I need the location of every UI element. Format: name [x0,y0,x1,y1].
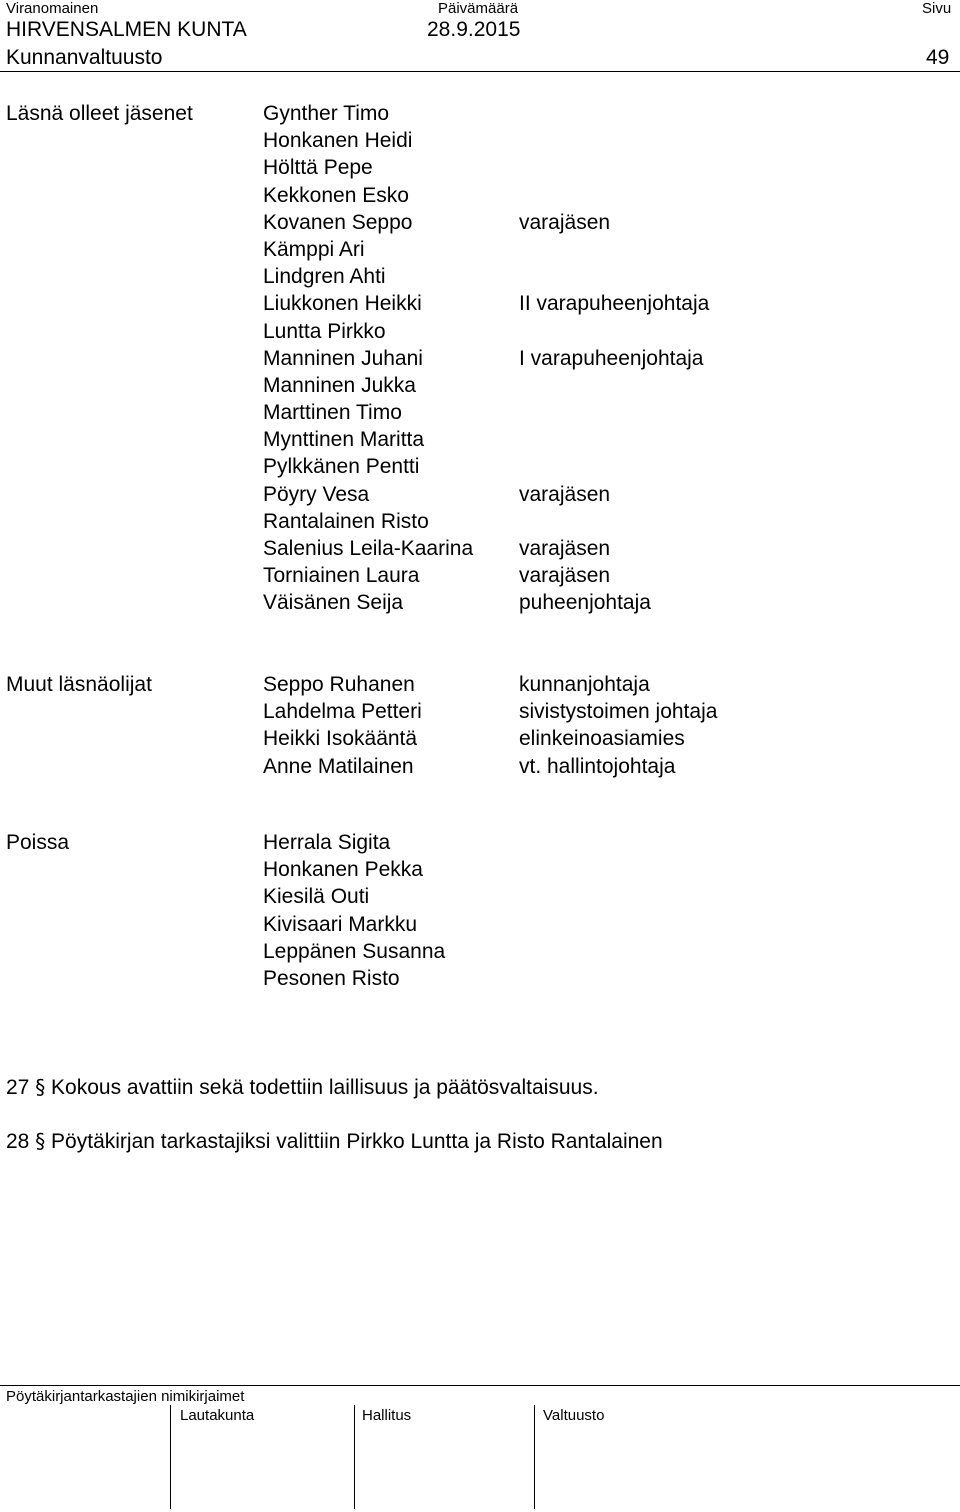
absent-name: Kivisaari Markku [263,912,418,936]
page-number: 49 [926,46,950,69]
member-name: Luntta Pirkko [263,319,386,343]
member-role [519,399,709,426]
member-name: Hölttä Pepe [263,156,373,180]
item-number: 27 [6,1076,30,1099]
member-role [519,372,709,399]
section-sign-icon: § [35,1075,46,1099]
footer-divider [0,1385,960,1386]
column-divider [354,1405,355,1509]
attendee-name: Heikki Isokääntä [263,727,418,751]
item-text: Pöytäkirjan tarkastajiksi valittiin Pirkko Luntta ja Risto Rantalainen [51,1130,663,1153]
signatures-label: Pöytäkirjantarkastajien nimikirjaimet [6,1388,245,1405]
member-role: varajäsen [519,564,611,588]
member-role [519,100,709,127]
absent-name: Pesonen Risto [263,966,400,990]
member-name: Kämppi Ari [263,237,365,261]
member-role: I varapuheenjohtaja [519,346,704,370]
signature-column-board: Lautakunta [180,1407,255,1424]
member-name: Torniainen Laura [263,564,420,588]
meeting-date: 28.9.2015 [427,18,521,41]
member-name: Lindgren Ahti [263,265,386,289]
header-page-label: Sivu [922,0,952,17]
body-name: Kunnanvaltuusto [6,46,163,69]
member-name: Honkanen Heidi [263,129,413,153]
attendee-role: kunnanjohtaja [519,673,650,696]
header-divider [0,71,960,72]
absent-name: Leppänen Susanna [263,939,446,963]
member-name: Rantalainen Risto [263,509,429,533]
member-role: varajäsen [519,537,611,560]
member-name: Salenius Leila-Kaarina [263,537,474,560]
member-role [519,154,709,181]
member-role [519,426,709,453]
present-label: Läsnä olleet jäsenet [6,102,193,125]
member-role: varajäsen [519,210,611,234]
absent-label: Poissa [6,831,70,854]
member-role [519,236,709,263]
authority-name: HIRVENSALMEN KUNTA [6,18,247,41]
header-authority-label: Viranomainen [6,0,99,17]
member-name: Manninen Juhani [263,346,423,370]
attendee-role: vt. hallintojohtaja [519,754,676,778]
member-role [519,263,709,290]
member-name: Väisänen Seija [263,591,404,615]
absent-name: Honkanen Pekka [263,858,423,882]
member-role: puheenjohtaja [519,591,651,615]
item-number: 28 [6,1130,30,1153]
member-role [519,453,709,480]
header-date-label: Päivämäärä [438,0,519,17]
member-role: varajäsen [519,482,611,506]
member-name: Kekkonen Esko [263,183,409,207]
member-name: Manninen Jukka [263,373,416,397]
member-role: II varapuheenjohtaja [519,292,710,316]
agenda-item [6,1074,599,1101]
present-names-list [263,100,473,617]
section-sign-icon: § [35,1129,46,1153]
agenda-item [6,1128,663,1155]
attendee-name: Seppo Ruhanen [263,673,415,696]
signature-column-government: Hallitus [362,1407,412,1424]
attendee-name: Lahdelma Petteri [263,700,422,724]
column-divider [534,1405,535,1509]
member-name: Pylkkänen Pentti [263,455,420,479]
member-name: Pöyry Vesa [263,482,370,506]
absent-name: Herrala Sigita [263,831,391,854]
member-role [519,182,709,209]
absent-name: Kiesilä Outi [263,885,370,909]
others-label: Muut läsnäolijat [6,673,152,696]
member-role [519,127,709,154]
member-role [519,318,709,345]
member-name: Mynttinen Maritta [263,428,425,452]
column-divider [170,1405,171,1509]
others-names-list [263,671,422,780]
member-name: Kovanen Seppo [263,210,413,234]
member-name: Liukkonen Heikki [263,292,422,316]
present-roles-list [519,100,709,617]
attendee-name: Anne Matilainen [263,754,414,778]
member-name: Gynther Timo [263,102,390,125]
others-roles-list [519,671,717,780]
member-role [519,508,709,535]
member-name: Marttinen Timo [263,401,402,425]
attendee-role: elinkeinoasiamies [519,727,685,751]
absent-names-list [263,829,445,992]
item-text: Kokous avattiin sekä todettiin laillisuus ja päätösvaltaisuus. [51,1076,599,1099]
signature-column-council: Valtuusto [543,1407,605,1424]
attendee-role: sivistystoimen johtaja [519,700,718,724]
